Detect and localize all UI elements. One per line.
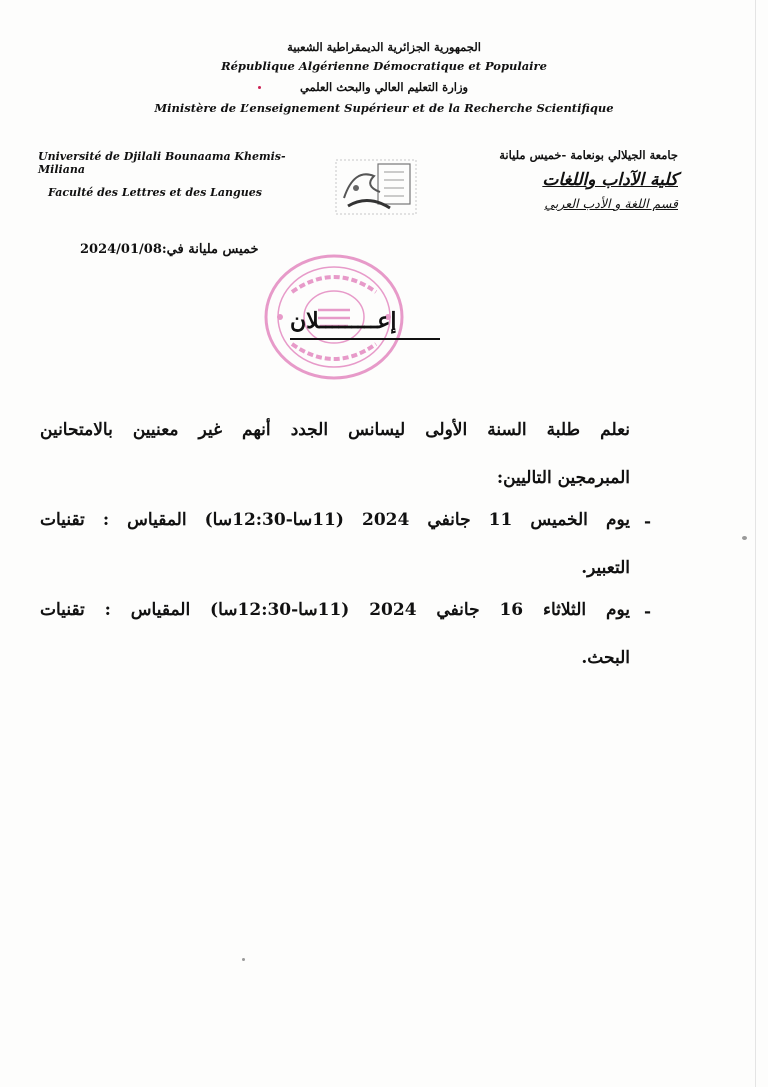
faculty-fr: Faculté des Lettres et des Langues bbox=[48, 186, 262, 199]
item-1-line-2: التعبير. bbox=[581, 558, 630, 578]
bullet-1: - bbox=[644, 512, 652, 532]
item-1-line-1: يوم الخميس 11 جانفي 2024 (11سا-12:30سا) المقياس : تقنيات bbox=[40, 510, 631, 530]
page-edge bbox=[755, 0, 756, 1087]
ministry-ar: وزارة التعليم العالي والبحث العلمي bbox=[299, 80, 469, 94]
department-ar: قسم اللغة و الأدب العربي bbox=[544, 196, 678, 211]
university-fr: Université de Djilali Bounaama Khemis-Miliana bbox=[38, 150, 286, 176]
bullet-2: - bbox=[644, 602, 652, 622]
intro-line-1: نعلم طلبة السنة الأولى ليسانس الجدد أنهم غير معنيين بالامتحانين bbox=[40, 420, 630, 440]
institution-fr bbox=[38, 150, 318, 209]
faculty-ar: كلية الآداب واللغات bbox=[542, 170, 678, 190]
university-ar: جامعة الجيلالي بونعامة -خميس مليانة bbox=[499, 148, 678, 162]
university-logo-icon bbox=[334, 158, 418, 216]
republic-fr: République Algérienne Démocratique et Populaire bbox=[221, 59, 547, 73]
ministry-fr: Ministère de L’enseignement Supérieur et de la Recherche Scientifique bbox=[154, 101, 614, 115]
republic-ar: الجمهورية الجزائرية الديمقراطية الشعبية bbox=[287, 40, 481, 54]
ink-speck bbox=[258, 86, 261, 89]
title-underline bbox=[290, 338, 440, 340]
ink-speck bbox=[242, 958, 245, 961]
intro-line-2: المبرمجين التاليين: bbox=[496, 468, 630, 488]
institution-ar bbox=[438, 148, 678, 211]
item-2-line-1: يوم الثلاثاء 16 جانفي 2024 (11سا-12:30سا) المقياس : تقنيات bbox=[40, 600, 630, 620]
item-2-line-2: البحث. bbox=[581, 648, 630, 668]
announcement-title: إعـــــــــلان bbox=[290, 308, 397, 334]
date-line: خميس مليانة في:2024/01/08 bbox=[80, 242, 259, 257]
ink-speck bbox=[742, 536, 747, 540]
